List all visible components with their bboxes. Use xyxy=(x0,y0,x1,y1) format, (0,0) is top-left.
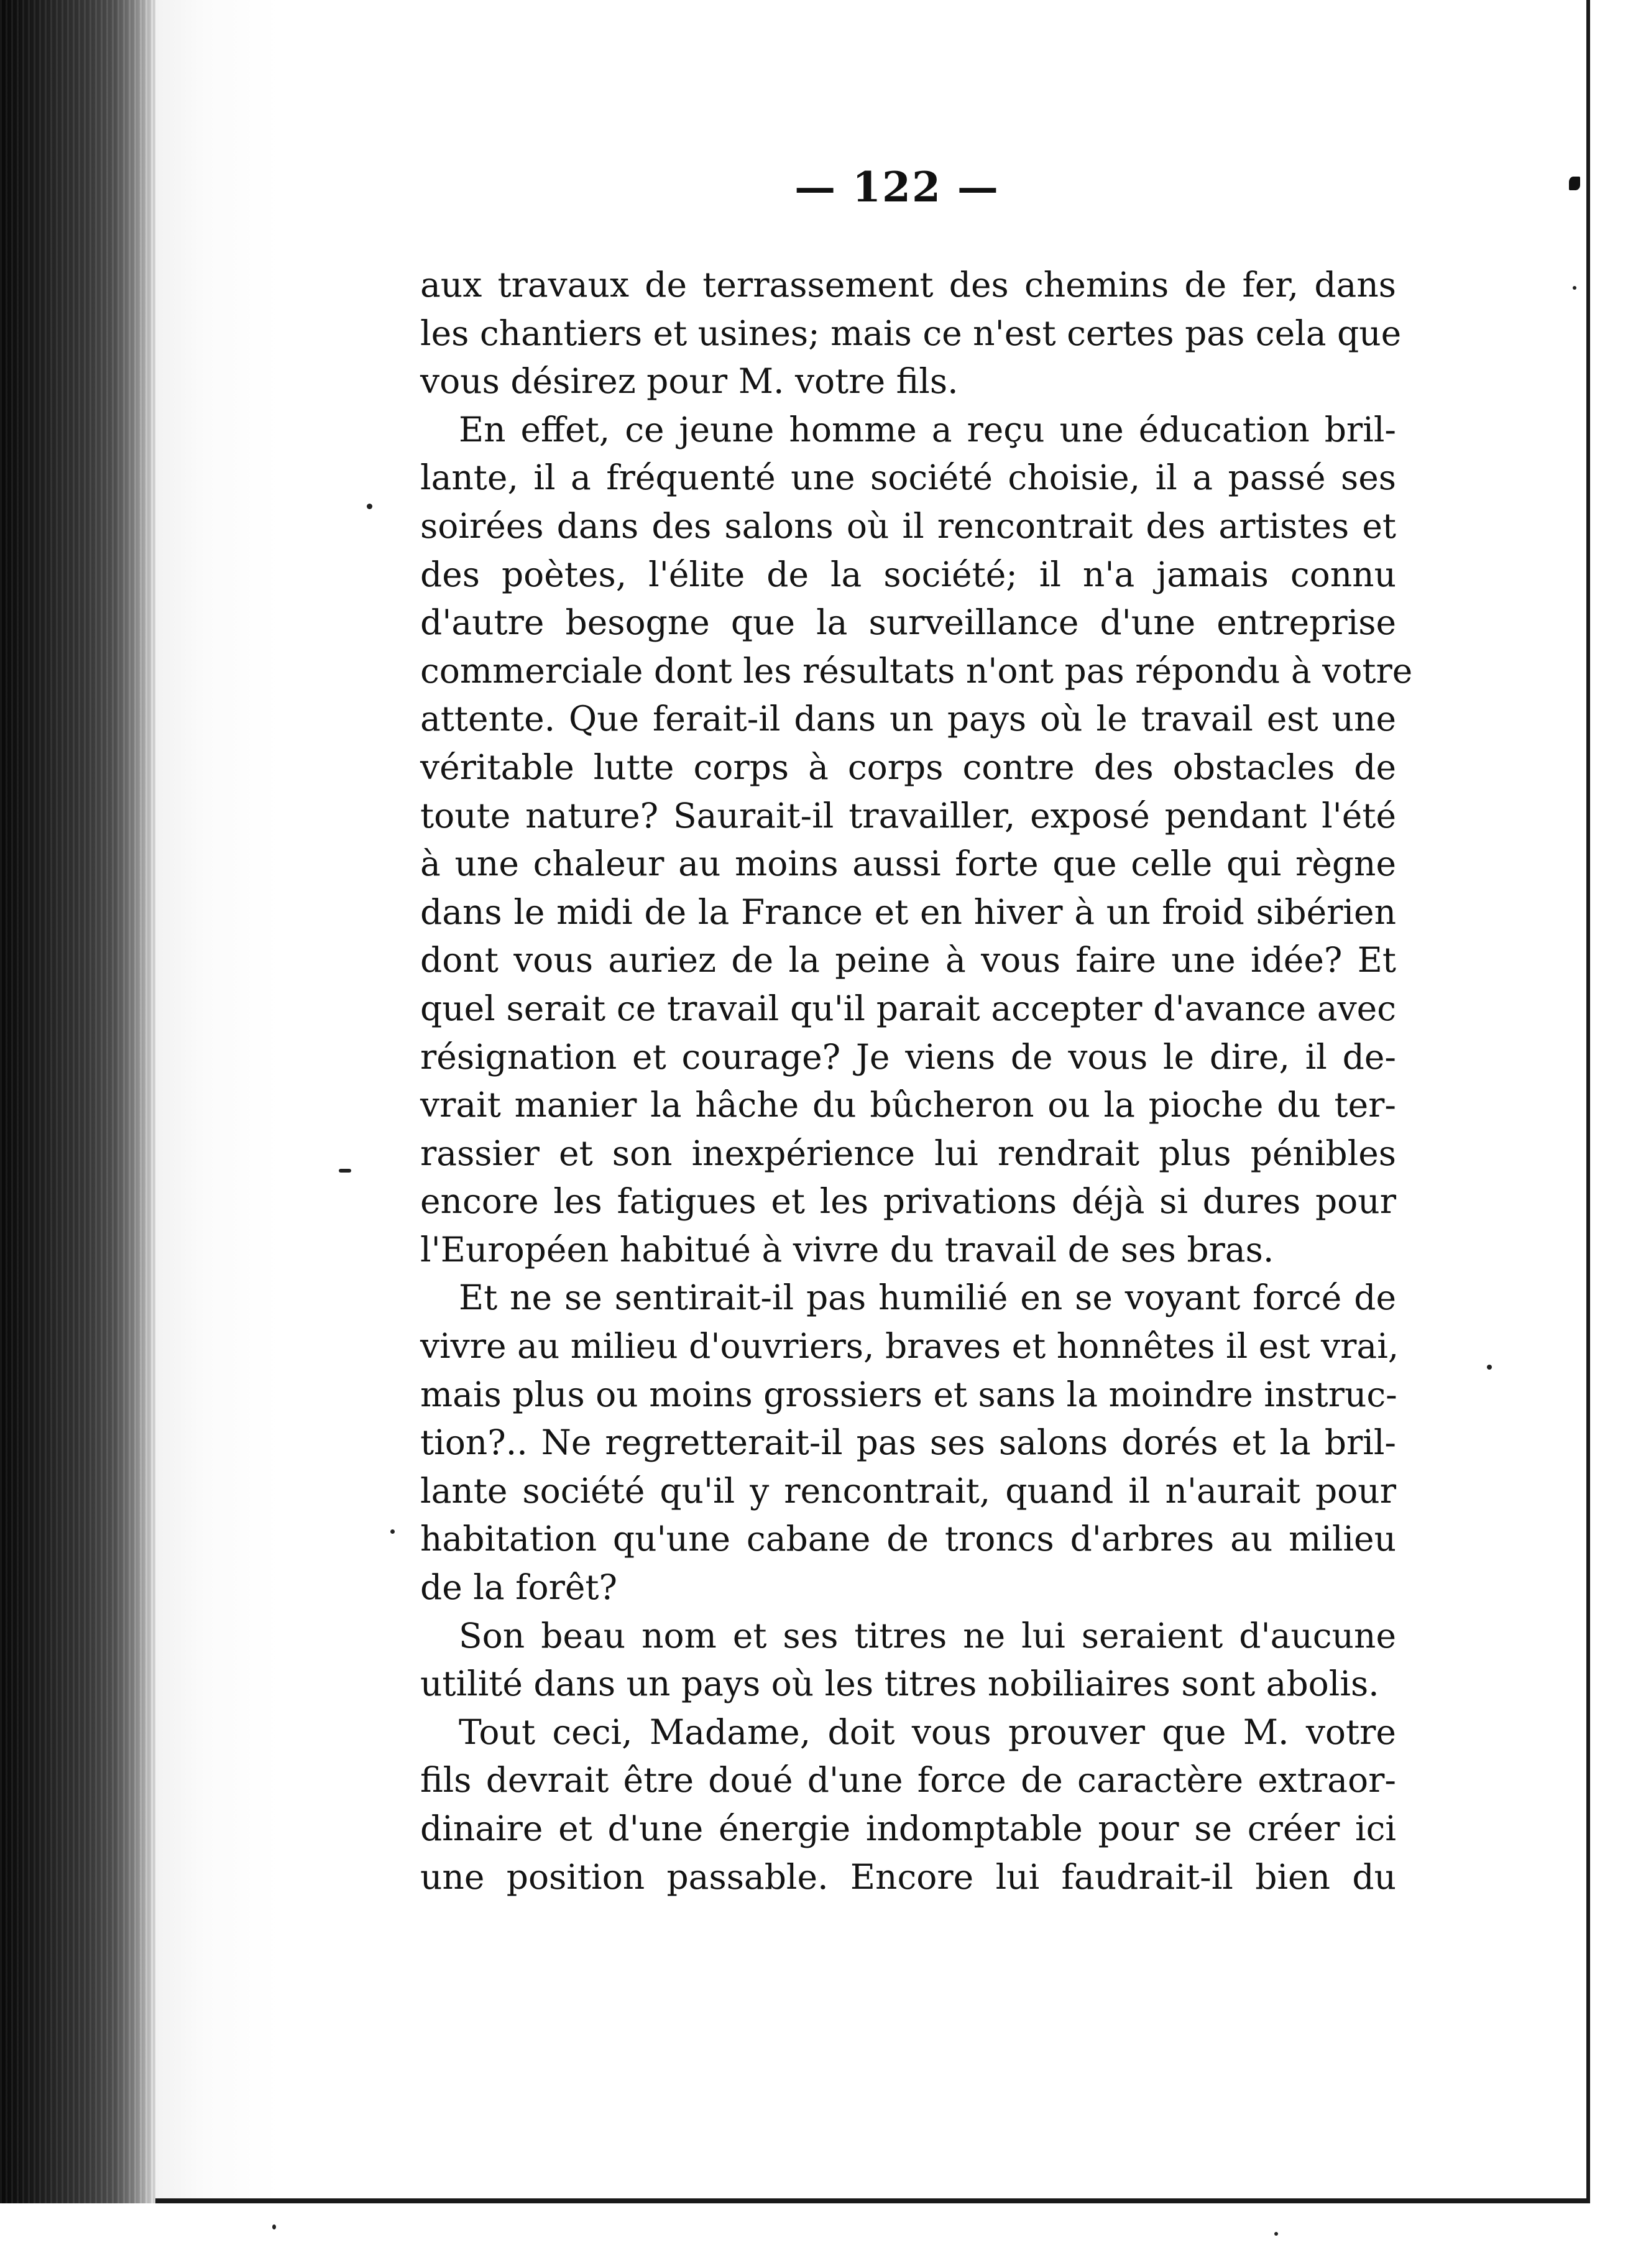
dust-speck xyxy=(390,1529,395,1534)
text-line: attente. Que ferait-il dans un pays où le travail est une xyxy=(420,699,1396,739)
text-line: utilité dans un pays où les titres nobiliaires sont abolis. xyxy=(420,1664,1379,1704)
text-line: Tout ceci, Madame, doit vous prouver que M. votre xyxy=(459,1712,1396,1752)
text-line: l'Européen habitué à vivre du travail de ses bras. xyxy=(420,1229,1274,1270)
text-line: fils devrait être doué d'une force de caractère extraor- xyxy=(420,1760,1396,1800)
text-line: dans le midi de la France et en hiver à un froid sibérien xyxy=(420,892,1396,932)
dust-speck xyxy=(367,504,372,509)
paragraph-4 xyxy=(420,1612,1396,1708)
paragraph-2 xyxy=(420,406,1413,1275)
text-line: En effet, ce jeune homme a reçu une éducation bril- xyxy=(459,409,1396,449)
text-line: vivre au milieu d'ouvriers, braves et honnêtes il est vrai, xyxy=(420,1326,1399,1367)
scan-margin-bottom xyxy=(0,2203,1651,2268)
text-line: habitation qu'une cabane de troncs d'arbres au milieu xyxy=(420,1519,1396,1559)
page-number: — 122 — xyxy=(794,163,1000,211)
dust-speck xyxy=(1573,286,1576,290)
text-line: résignation et courage? Je viens de vous le dire, il de- xyxy=(420,1036,1396,1077)
text-line: à une chaleur au moins aussi forte que celle qui règne xyxy=(420,844,1396,884)
text-line: tion?.. Ne regretterait-il pas ses salons dorés et la bril- xyxy=(420,1422,1396,1463)
text-line: aux travaux de terrassement des chemins de fer, dans xyxy=(420,265,1396,305)
text-line: véritable lutte corps à corps contre des obstacles de xyxy=(420,747,1396,787)
text-line: encore les fatigues et les privations déjà si dures pour xyxy=(420,1181,1396,1222)
text-line: une position passable. Encore lui faudrait-il bien du xyxy=(420,1856,1396,1897)
page-right-edge xyxy=(1586,0,1590,2204)
text-line: toute nature? Saurait-il travailler, exposé pendant l'été xyxy=(420,795,1396,836)
text-line: les chantiers et usines; mais ce n'est certes pas cela que xyxy=(420,313,1402,353)
text-line: dinaire et d'une énergie indomptable pour se créer ici xyxy=(420,1809,1396,1848)
text-line: lante, il a fréquenté une société choisie, il a passé ses xyxy=(420,458,1396,498)
text-line: rassier et son inexpérience lui rendrait plus pénibles xyxy=(420,1133,1396,1173)
text-line: mais plus ou moins grossiers et sans la moindre instruc- xyxy=(420,1374,1397,1414)
text-line: de la forêt? xyxy=(420,1567,618,1608)
dust-speck xyxy=(1487,1365,1492,1370)
dust-speck xyxy=(272,2224,276,2229)
page-bottom-edge xyxy=(155,2198,1590,2203)
body-text xyxy=(420,261,1413,1901)
paragraph-5 xyxy=(420,1708,1396,1901)
paragraph-1 xyxy=(420,261,1402,406)
text-line: vrait manier la hâche du bûcheron ou la pioche du ter- xyxy=(420,1085,1396,1125)
text-line: Et ne se sentirait-il pas humilié en se voyant forcé de xyxy=(459,1278,1396,1318)
text-line: soirées dans des salons où il rencontrait des artistes et xyxy=(420,505,1396,546)
text-line: dont vous auriez de la peine à vous faire une idée? Et xyxy=(420,940,1396,980)
dust-speck xyxy=(339,1169,351,1173)
text-line: Son beau nom et ses titres ne lui seraient d'aucune xyxy=(459,1615,1396,1656)
text-line: des poètes, l'élite de la société; il n'a jamais connu xyxy=(420,554,1396,594)
binding-texture xyxy=(0,0,155,2268)
text-line: lante société qu'il y rencontrait, quand il n'aurait pour xyxy=(420,1470,1396,1511)
paragraph-3 xyxy=(420,1274,1399,1611)
dust-speck xyxy=(1274,2232,1278,2236)
text-line: d'autre besogne que la surveillance d'une entreprise xyxy=(420,602,1396,643)
text-line: vous désirez pour M. votre fils. xyxy=(420,361,959,402)
text-line: commerciale dont les résultats n'ont pas répondu à votre xyxy=(420,650,1413,691)
text-line: quel serait ce travail qu'il parait accepter d'avance avec xyxy=(420,988,1396,1028)
